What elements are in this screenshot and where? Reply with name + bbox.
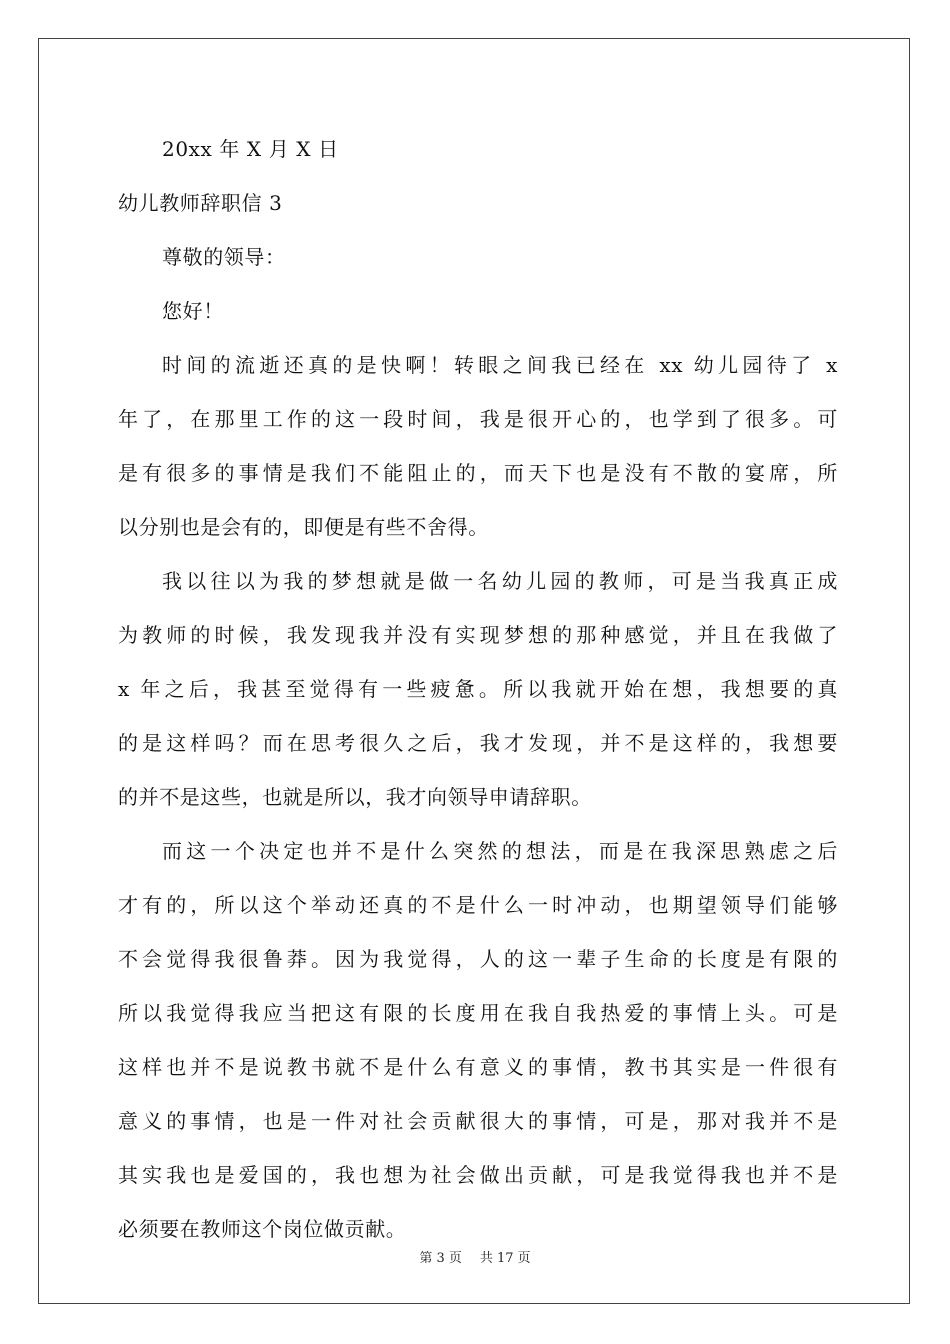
paragraph-line: 所以我觉得我应当把这有限的长度用在我自我热爱的事情上头。可是 [118, 1001, 838, 1025]
paragraph-line: 年了，在那里工作的这一段时间，我是很开心的，也学到了很多。可 [118, 407, 838, 431]
paragraph-line: 的是这样吗？而在思考很久之后，我才发现，并不是这样的，我想要 [118, 731, 838, 755]
paragraph-line: 不会觉得我很鲁莽。因为我觉得，人的这一辈子生命的长度是有限的 [118, 947, 838, 971]
paragraph-line: 必须要在教师这个岗位做贡献。 [118, 1217, 407, 1241]
greeting: 您好！ [162, 299, 224, 323]
letter-title: 幼儿教师辞职信 3 [118, 191, 283, 215]
paragraph-3 [118, 824, 838, 1256]
paragraph-2 [118, 554, 838, 824]
paragraph-line: 其实我也是爱国的，我也想为社会做出贡献，可是我觉得我也并不是 [118, 1163, 838, 1187]
page-footer [0, 1247, 950, 1266]
date-line: 20xx 年 X 月 X 日 [162, 137, 339, 161]
paragraph-line: 这样也并不是说教书就不是什么有意义的事情，教书其实是一件很有 [118, 1055, 838, 1079]
paragraph-line: 我以往以为我的梦想就是做一名幼儿园的教师，可是当我真正成 [162, 569, 838, 593]
paragraph-line: 时间的流逝还真的是快啊！转眼之间我已经在 xx 幼儿园待了 x [162, 353, 838, 377]
page-total: 共 17 页 [479, 1251, 531, 1266]
salutation: 尊敬的领导： [162, 245, 286, 269]
paragraph-line: 是有很多的事情是我们不能阻止的，而天下也是没有不散的宴席，所 [118, 461, 838, 485]
paragraph-line: 以分别也是会有的，即便是有些不舍得。 [118, 515, 489, 539]
paragraph-line: 才有的，所以这个举动还真的不是什么一时冲动，也期望领导们能够 [118, 893, 838, 917]
letter-body [118, 122, 838, 1256]
paragraph-line: x 年之后，我甚至觉得有一些疲惫。所以我就开始在想，我想要的真 [118, 677, 838, 701]
paragraph-line: 意义的事情，也是一件对社会贡献很大的事情，可是，那对我并不是 [118, 1109, 838, 1133]
paragraph-line: 而这一个决定也并不是什么突然的想法，而是在我深思熟虑之后 [162, 839, 838, 863]
page-number: 第 3 页 [419, 1251, 462, 1266]
paragraph-line: 的并不是这些，也就是所以，我才向领导申请辞职。 [118, 785, 592, 809]
paragraph-line: 为教师的时候，我发现我并没有实现梦想的那种感觉，并且在我做了 [118, 623, 838, 647]
paragraph-1 [118, 338, 838, 554]
